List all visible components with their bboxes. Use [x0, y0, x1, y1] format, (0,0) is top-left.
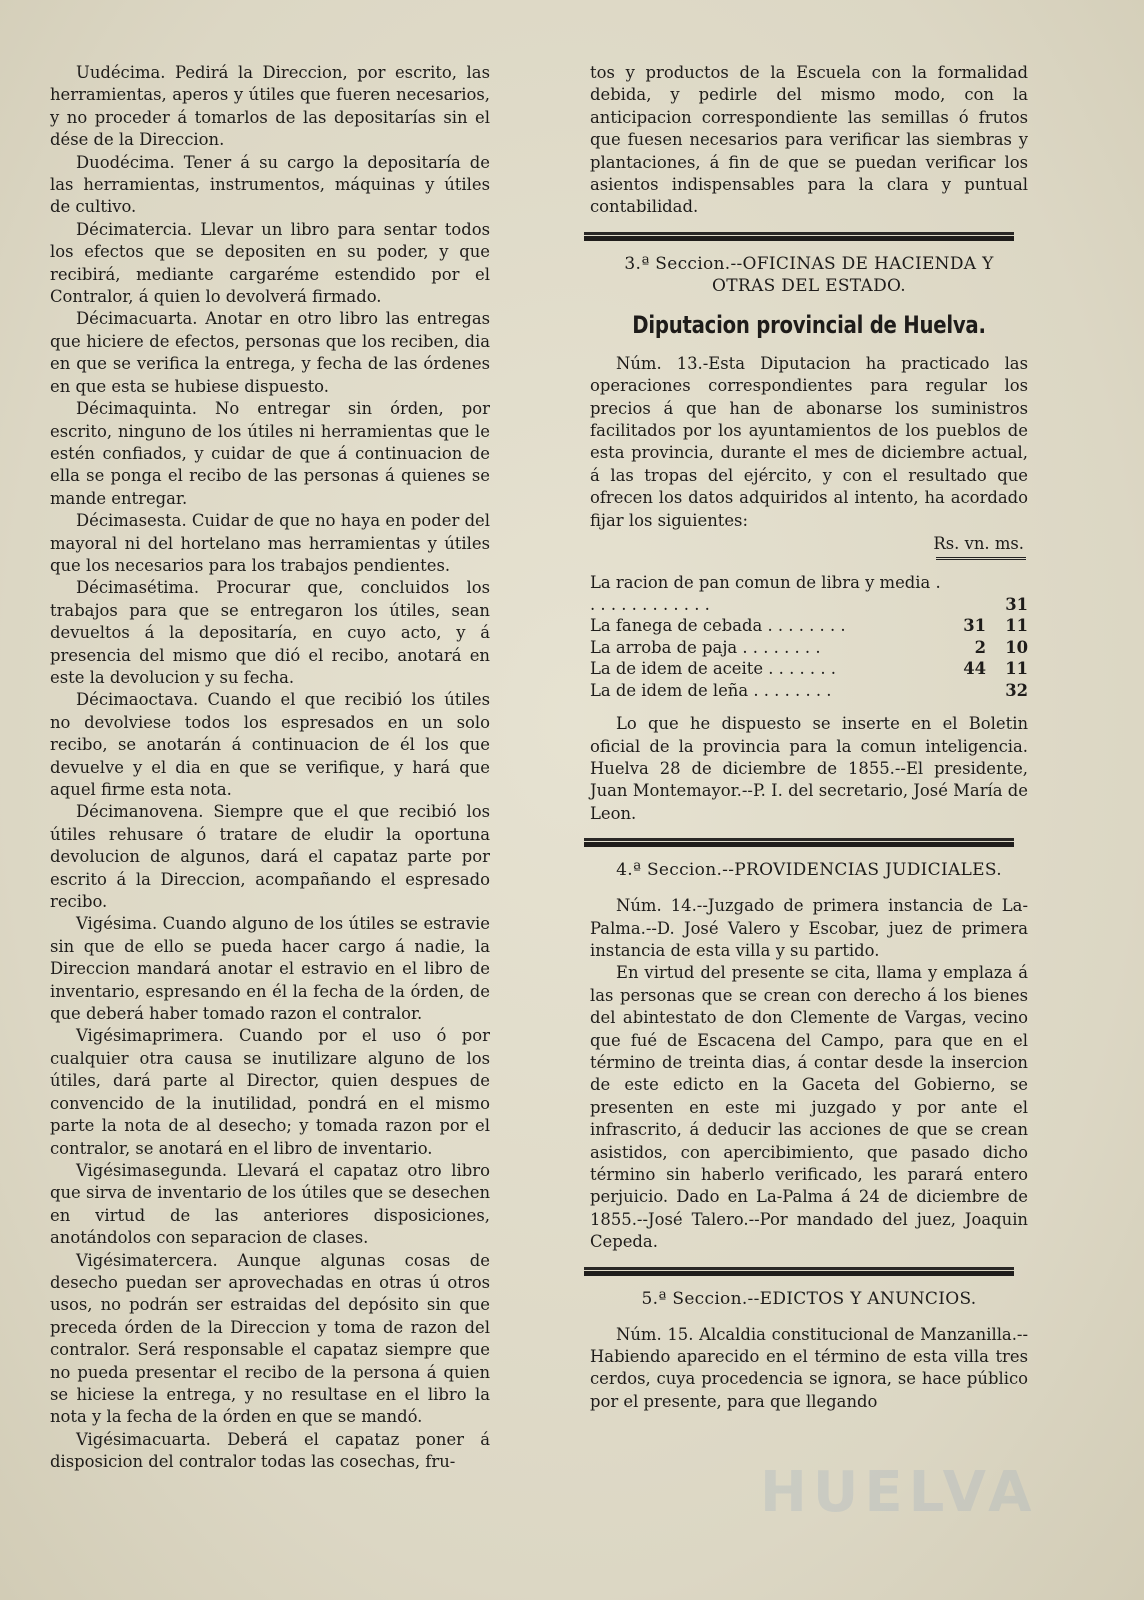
- section-4-notice: Núm. 14.--Juzgado de primera instancia de La-Palma.--D. José Valero y Escobar, juez de primera instancia de esta villa y su partido.: [590, 896, 1028, 960]
- price-ms: 32: [1005, 680, 1028, 700]
- units-rule: [936, 557, 1026, 560]
- price-table: [590, 572, 1028, 701]
- section-4-body: En virtud del presente se cita, llama y emplaza á las personas que se crean con derecho á los bienes del abintestato de don Clemente de Vargas, vecino que fué de Escacena del Campo, para que en el término de treinta dias, á contar desde la insercion de este edicto en la Gaceta del Gobierno, se presenten en este mi juzgado y por ante el infrascrito, á deducir las acciones de que se crean asistidos, con apercibimiento, que pasado dicho término sin haberlo verificado, les parará entero perjuicio. Dado en La-Palma á 24 de diciembre de 1855.--José Talero.--Por mandado del juez, Joaquin Cepeda.: [590, 963, 1028, 1252]
- section-5-label: 5.ª Seccion.--EDICTOS Y ANUNCIOS.: [641, 1288, 977, 1309]
- article-13: Décimatercia. Llevar un libro para sentar todos los efectos que se depositen en su poder, y que recibirá, mediante cargaréme estendido por el Contralor, á quien lo devolverá firmado.: [50, 219, 490, 307]
- article-19: Décimanovena. Siempre que el que recibió los útiles rehusare ó tratare de eludir la oportuna devolucion de algunos, dará el capataz parte por escrito á la Direccion, acompañando el espresado recibo.: [50, 802, 490, 912]
- article-20: Vigésima. Cuando alguno de los útiles se estravie sin que de ello se pueda hacer cargo á nadie, la Direccion mandará anotar el estravio en el libro de inventario, espresando en él la fecha de la órden, de que deberá haber tomado razon el contralor.: [50, 914, 490, 1024]
- article-12: Duodécima. Tener á su cargo la depositaría de las herramientas, instrumentos, máquinas y útiles de cultivo.: [50, 152, 490, 217]
- section-divider: [584, 1267, 1014, 1276]
- section-3-closing: Lo que he dispuesto se inserte en el Boletin oficial de la provincia para la comun inteligencia. Huelva 28 de diciembre de 1855.--El presidente, Juan Montemayor.--P. I. del secretario, José María de Leon.: [590, 714, 1028, 823]
- price-item: La racion de pan comun de libra y media . . . . . . . . . . . . .: [590, 573, 941, 614]
- article-24: Vigésimacuarta. Deberá el capataz poner á disposicion del contralor todas las cosechas, fru-: [50, 1429, 490, 1472]
- price-rs: 31: [963, 616, 986, 636]
- article-22: Vigésimasegunda. Llevará el capataz otro libro que sirva de inventario de los útiles que se desechen en virtud de las anteriores disposiciones, anotándolos con separacion de clases.: [50, 1160, 490, 1248]
- section-divider: [584, 838, 1014, 847]
- price-rs: [944, 680, 986, 702]
- left-column: [50, 62, 490, 1474]
- archive-watermark: HUELVA: [760, 1460, 1038, 1525]
- price-row: [590, 615, 1028, 637]
- price-rs: 2: [974, 637, 986, 657]
- price-row: [590, 680, 1028, 702]
- section-5: [590, 1288, 1028, 1414]
- section-5-body: Núm. 15. Alcaldia constitucional de Manzanilla.--Habiendo aparecido en el término de esta villa tres cerdos, cuya procedencia se ignora, se hace público por el presente, para que llegando: [590, 1324, 1028, 1411]
- price-row: [590, 572, 1028, 615]
- price-rs: 44: [963, 659, 986, 679]
- section-3-label-cont: OTRAS DEL ESTADO.: [712, 275, 906, 296]
- price-item: La fanega de cebada . . . . . . . .: [590, 616, 846, 636]
- continued-paragraph: tos y productos de la Escuela con la formalidad debida, y pedirle del mismo modo, con la anticipacion correspondiente las semillas ó frutos que fuesen necesarios para verificar las siembras y plantaciones, á fin de que se puedan verificar los asientos indispensables para la clara y puntual contabilidad.: [590, 63, 1028, 217]
- price-ms: 10: [1005, 637, 1028, 657]
- section-3: [590, 253, 1028, 825]
- article-16: Décimasesta. Cuidar de que no haya en poder del mayoral ni del hortelano mas herramientas y útiles que los necesarios para los trabajos pendientes.: [50, 511, 490, 575]
- units-header: Rs. vn. ms.: [933, 534, 1024, 554]
- section-divider: [584, 232, 1014, 241]
- price-item: La de idem de aceite . . . . . . .: [590, 659, 836, 679]
- section-4: [590, 859, 1028, 1254]
- price-rs: [944, 572, 986, 615]
- section-3-label: 3.ª Seccion.--OFICINAS DE HACIENDA Y: [624, 253, 994, 274]
- right-column: [590, 62, 1028, 1413]
- price-row: [590, 637, 1028, 659]
- price-item: La arroba de paja . . . . . . . .: [590, 637, 821, 657]
- article-17: Décimasétima. Procurar que, concluidos los trabajos para que se entregaron los útiles, sean devueltos á la depositaría, en cuyo acto, y á presencia del mismo que dió el recibo, anotará en este la devolucion y su fecha.: [50, 578, 490, 687]
- article-21: Vigésimaprimera. Cuando por el uso ó por cualquier otra causa se inutilizare alguno de los útiles, dará parte al Director, quien despues de convencido de la inutilidad, pondrá en el mismo parte la nota de al desecho; y tomada razon por el contralor, se anotará en el libro de inventario.: [50, 1026, 490, 1158]
- price-ms: 11: [1005, 616, 1028, 636]
- price-ms: 11: [1005, 659, 1028, 679]
- price-ms: 31: [1005, 594, 1028, 614]
- article-11: Uudécima. Pedirá la Direccion, por escrito, las herramientas, aperos y útiles que fueren necesarios, y no proceder á tomarlos de las depositarías sin el dése de la Direccion.: [50, 63, 490, 150]
- article-15: Décimaquinta. No entregar sin órden, por escrito, ninguno de los útiles ni herramientas que le estén confiados, y cuidar de que á continuacion de ella se ponga el recibo de las personas á quienes se mande entregar.: [50, 399, 490, 508]
- section-3-intro: Núm. 13.-Esta Diputacion ha practicado las operaciones correspondientes para regular los precios á que han de abonarse los suministros facilitados por los ayuntamientos de los pueblos de esta provincia, durante el mes de diciembre actual, á las tropas del ejército, y con el resultado que ofrecen los datos adquiridos al intento, ha acordado fijar los siguientes:: [590, 353, 1028, 530]
- article-14: Décimacuarta. Anotar en otro libro las entregas que hiciere de efectos, personas que los reciben, dia en que se verifica la entrega, y fecha de las órdenes en que esta se hubiese dispuesto.: [50, 309, 490, 396]
- price-row: [590, 658, 1028, 680]
- article-18: Décimaoctava. Cuando el que recibió los útiles no devolviese todos los espresados en un solo recibo, se anotarán á continuacion de él los que devuelve y el dia en que se verifique, y hará que aquel firme esta nota.: [50, 690, 490, 799]
- section-3-heading: Diputacion provincial de Huelva.: [632, 310, 986, 339]
- price-item: La de idem de leña . . . . . . . .: [590, 680, 832, 700]
- article-23: Vigésimatercera. Aunque algunas cosas de desecho puedan ser aprovechadas en otras ú otros usos, no podrán ser estraidas del depósito sin que preceda órden de la Direccion y toma de razon del contralor. Será responsable el capataz siempre que no pueda presentar el recibo de la persona á quien se hiciese la entrega, y no resultase en el libro la nota y la fecha de la órden en que se mandó.: [50, 1250, 490, 1427]
- section-4-label: 4.ª Seccion.--PROVIDENCIAS JUDICIALES.: [616, 860, 1002, 881]
